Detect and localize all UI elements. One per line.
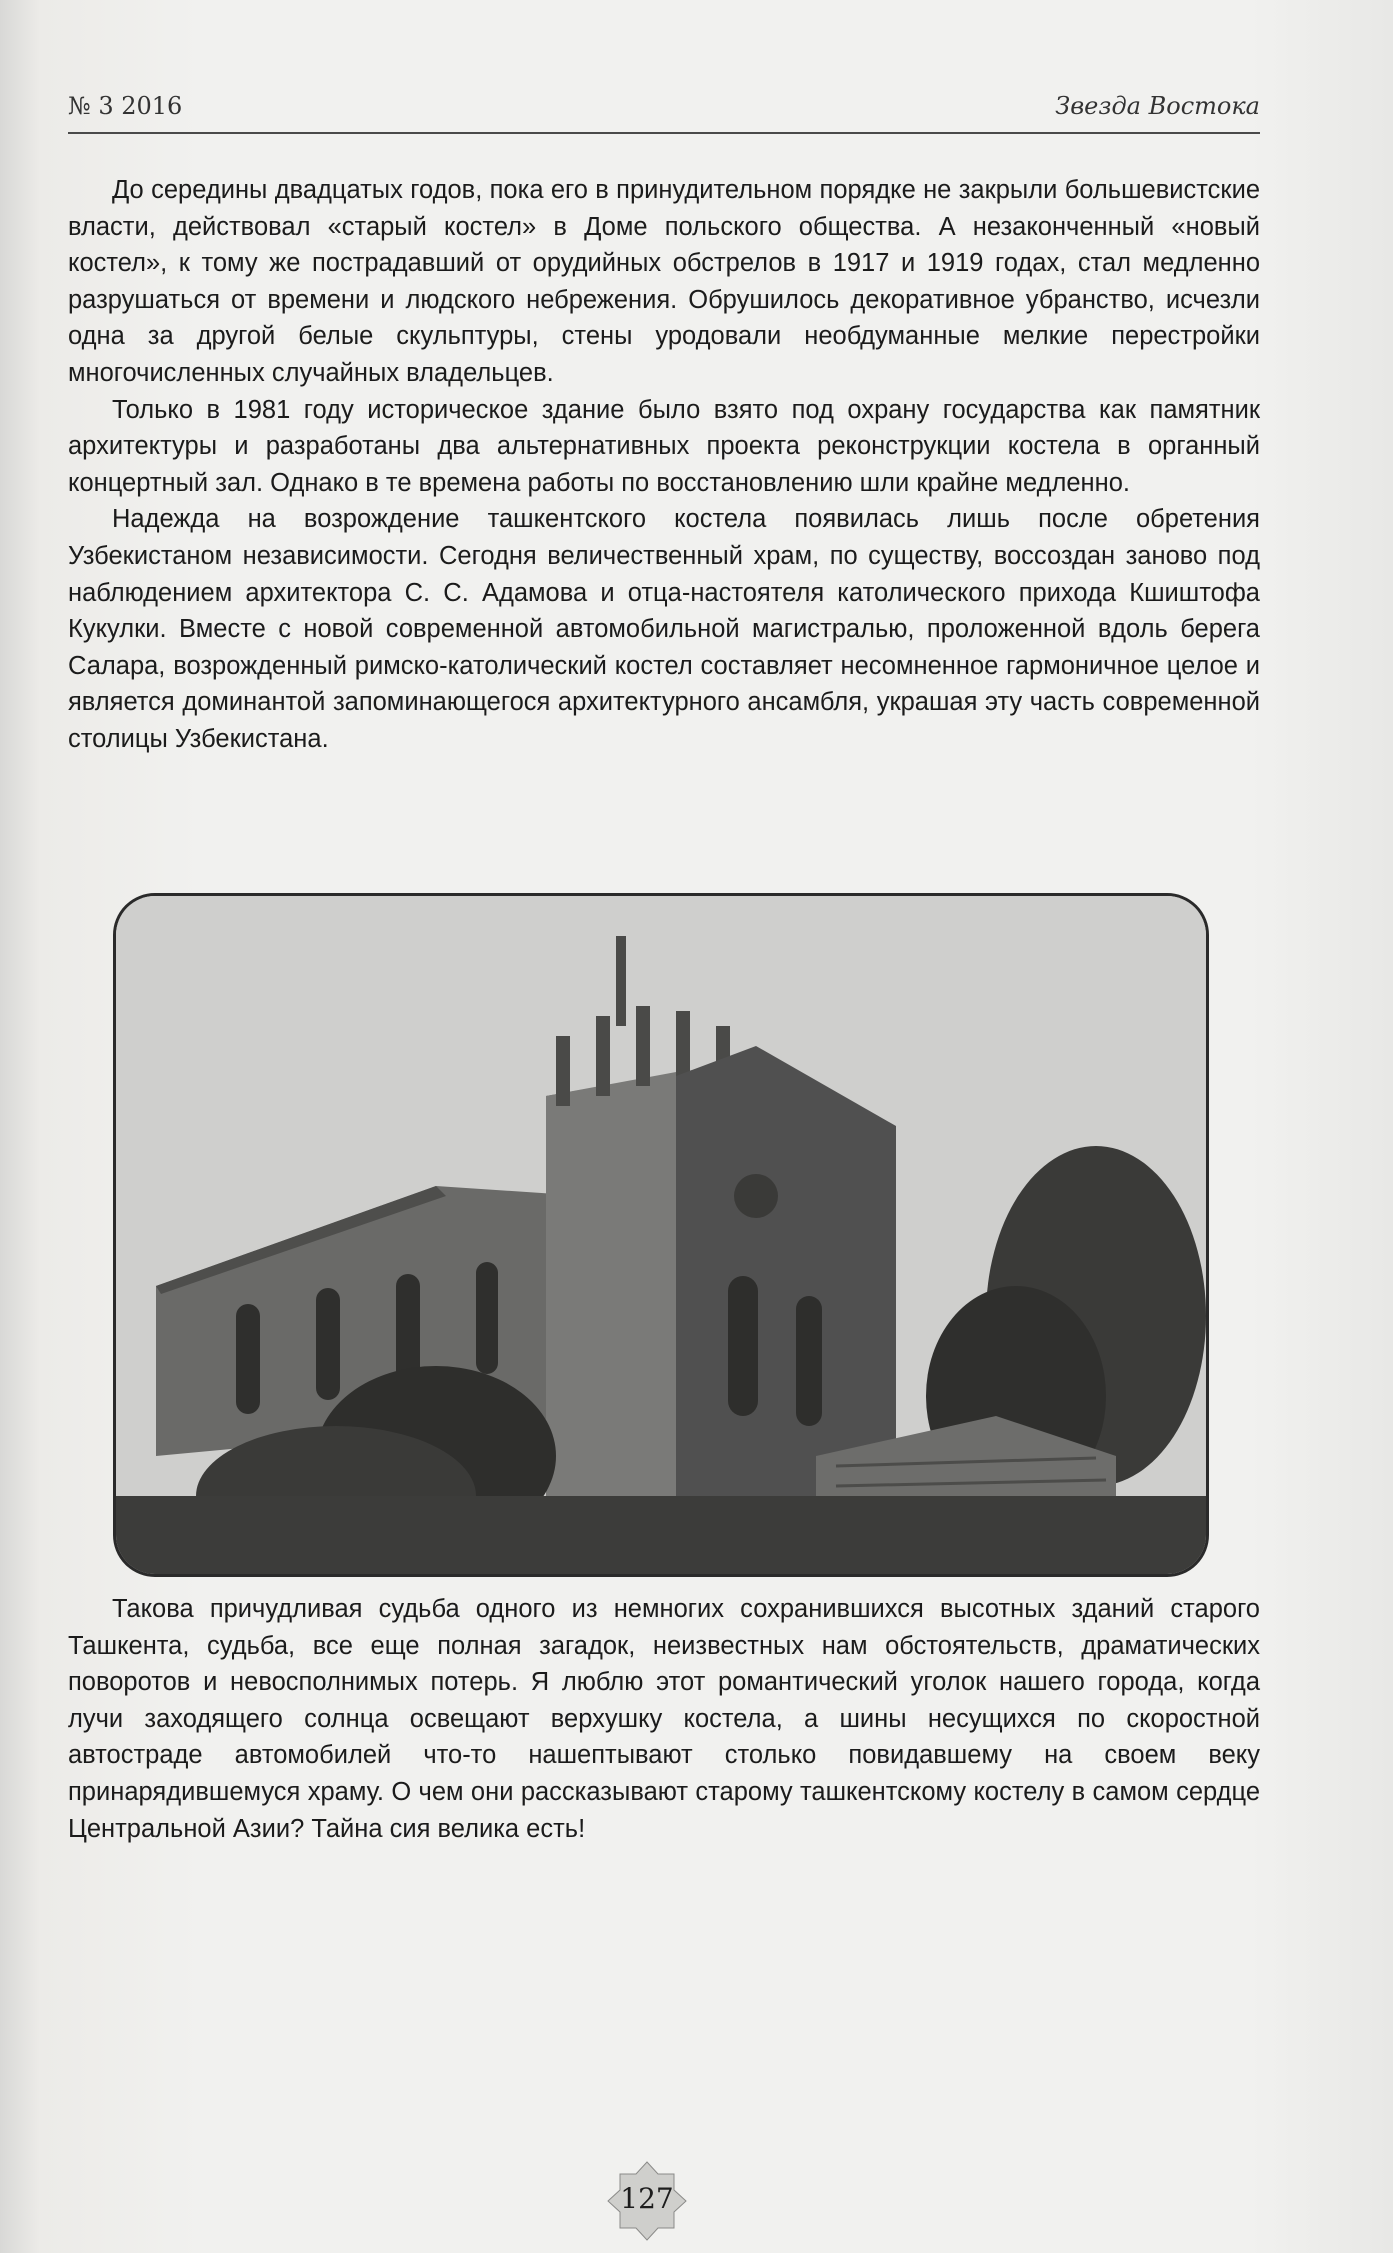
- paragraph: Только в 1981 году историческое здание было взято под охрану государства как памятник архитектуры и разработаны два альтернативных проекта реконструкции костела в органный концертный зал. Однако в те времена работы по восстановлению шли крайне медленно.: [68, 395, 1260, 497]
- paragraph: Надежда на возрождение ташкентского костела появилась лишь после обретения Узбекистаном независимости. Сегодня величественный храм, по существу, воссоздан заново под наблюдением архитектора С. С. Адамова и отца-настоятеля католического прихода Кшиштофа Кукулки. Вместе с новой современной автомобильной магистралью, проложенной вдоль берега Салара, возрожденный римско-католический костел составляет несомненное гармоничное целое и является доминантой запоминающегося архитектурного ансамбля, украшая эту часть современной столицы Узбекистана.: [68, 505, 1260, 753]
- page-number: 127: [620, 2182, 674, 2215]
- article-text-bottom: [68, 1591, 1260, 1847]
- paragraph: До середины двадцатых годов, пока его в принудительном порядке не закрыли большевистские власти, действовал «старый костел» в Доме польского общества. А незаконченный «новый костел», к тому же пострадавший от орудийных обстрелов в 1917 и 1919 годах, стал медленно разрушаться от времени и людского небрежения. Обрушилось декоративное убранство, исчезли одна за другой белые скульптуры, стены уродовали необдуманные мелкие перестройки многочисленных случайных владельцев.: [68, 176, 1260, 387]
- paragraph: Такова причудливая судьба одного из немногих сохранившихся высотных зданий старого Ташкента, судьба, все еще полная загадок, неизвестных нам обстоятельств, драматических поворотов и невосполнимых потерь. Я люблю этот романтический уголок нашего города, когда лучи заходящего солнца освещают верхушку костела, а шины несущихся по скоростной автостраде автомобилей что-то нашептывают столько повидавшему на своем веку принарядившемуся храму. О чем они рассказывают старому ташкентскому костелу в самом сердце Центральной Азии? Тайна сия велика есть!: [68, 1595, 1260, 1843]
- church-photo: [113, 893, 1209, 1577]
- article-text-top: [68, 172, 1260, 758]
- issue-label: № 3 2016: [68, 92, 183, 120]
- running-header: [68, 90, 1260, 134]
- journal-title: Звезда Востока: [1055, 92, 1260, 120]
